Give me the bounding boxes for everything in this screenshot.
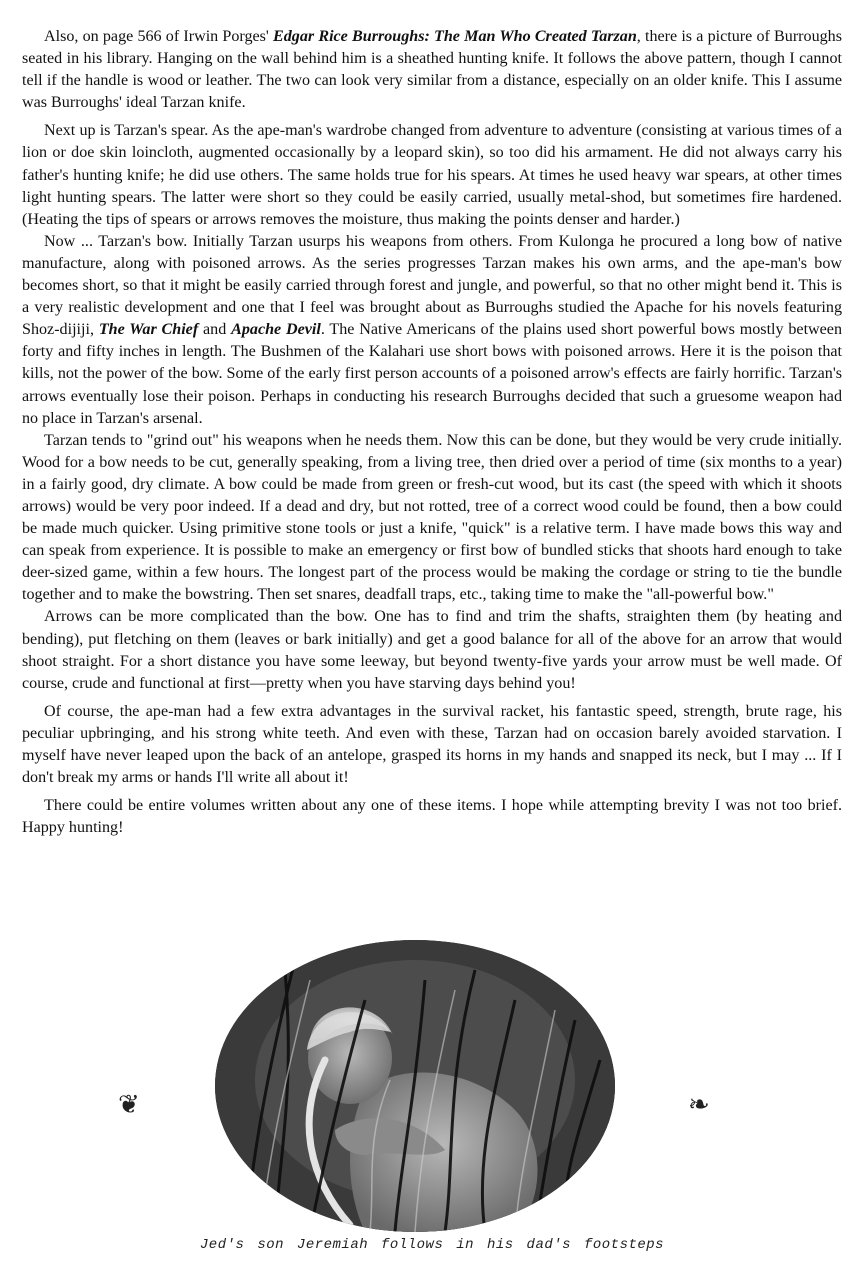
photo-caption: Jed's son Jeremiah follows in his dad's footsteps — [199, 1237, 665, 1253]
book-title: Edgar Rice Burroughs: The Man Who Created Tarzan — [273, 28, 637, 45]
paragraph-4: Tarzan tends to "grind out" his weapons when he needs them. Now this can be done, but they would be very crude initially. Wood for a bow needs to be cut, generally speaking, from a living tree, then dried over a period of time (six months to a year) in a fairly good, dry climate. A bow could be made from green or fresh-cut wood, but its cast (the speed with which it shoots arrows) would be very poor indeed. If a dead and dry, but not rotted, tree of a correct wood could be found, then a bow could be made much quicker. Using primitive stone tools or just a knife, "quick" is a relative term. I have made bows this way and can speak from experience. It is possible to make an emergency or first bow of bundled sticks that shoots hard enough to take deer-sized game, within a few hours. The longest part of the process would be making the cordage or string to tie the bundle together and to make the bowstring. Then set snares, deadfall traps, etc., taking time to make the "all-powerful bow." — [22, 431, 842, 604]
book-title: Apache Devil — [231, 321, 321, 339]
book-title: The War Chief — [98, 321, 199, 339]
photo-image — [215, 940, 615, 1232]
paragraph-7: There could be entire volumes written about any one of these items. I hope while attempting brevity I was not too brief. Happy hunting! — [22, 797, 842, 837]
paragraph-2: Next up is Tarzan's spear. As the ape-man's wardrobe changed from adventure to adventure (consisting at various times of a lion or doe skin loincloth, augmented occasionally by a leopard skin), so too did his armament. He did not always carry his father's hunting knife; he did use others. The same holds true for his spears. At times he used heavy war spears, at other times light hunting spears. The latter were short so they could be easily carried, usually metal-shod, but sometimes fire hardened. (Heating the tips of spears or arrows removes the moisture, thus making the points denser and harder.) — [22, 122, 842, 228]
oval-photo — [215, 940, 615, 1232]
paragraph-1: Also, on page 566 of Irwin Porges' Edgar Rice Burroughs: The Man Who Created Tarzan, there is a picture of Burroughs seated in his library. Hanging on the wall behind him is a sheathed hunting knife. It follows the above pattern, though I cannot tell if the handle is wood or leather. The two can look very similar from a distance, especially on an older knife. This I assume was Burroughs' ideal Tarzan knife. — [22, 28, 842, 112]
ornament-right-icon: ❧ — [688, 1090, 710, 1120]
paragraph-5: Arrows can be more complicated than the bow. One has to find and trim the shafts, straighten them (by heating and bending), put fletching on them (leaves or bark initially) and get a good balance for all of the above for an arrow that would shoot straight. For a short distance you have some leeway, but beyond twenty-five yards your arrow must be well made. Of course, crude and functional at first—pretty when you have starving days behind you! — [22, 608, 842, 692]
photo-boy-with-bow-icon — [215, 940, 615, 1232]
paragraph-6: Of course, the ape-man had a few extra advantages in the survival racket, his fantastic speed, strength, brute rage, his peculiar upbringing, and his strong white teeth. And even with these, Tarzan had on occasion barely avoided starvation. I myself have never leaped upon the back of an antelope, grasped its horns in my hands and snapped its neck, but I may ... If I don't break my arms or hands I'll write all about it! — [22, 702, 842, 787]
article-body — [22, 26, 842, 839]
paragraph-3: Now ... Tarzan's bow. Initially Tarzan usurps his weapons from others. From Kulonga he procured a long bow of native manufacture, along with poisoned arrows. As the series progresses Tarzan makes his own arms, and the ape-man's bow becomes short, so that it might be easily carried through forest and jungle, and powerful, so that no other might bend it. This is a very realistic development and one that I feel was brought about as Burroughs studied the Apache for his novels featuring Shoz-dijiji, The War Chief and Apache Devil. The Native Americans of the plains used short powerful bows mostly between forty and fifty inches in length. The Bushmen of the Kalahari use short bows with poisoned arrows. Here it is the poison that kills, not the power of the bow. Some of the early first person accounts of a poisoned arrow's effects are fairly horrific. Tarzan's arrows eventually lose their poison. Perhaps in conducting his research Burroughs decided that such a gruesome weapon had no place in Tarzan's arsenal. — [22, 232, 842, 427]
ornament-left-icon: ❦ — [118, 1090, 140, 1120]
